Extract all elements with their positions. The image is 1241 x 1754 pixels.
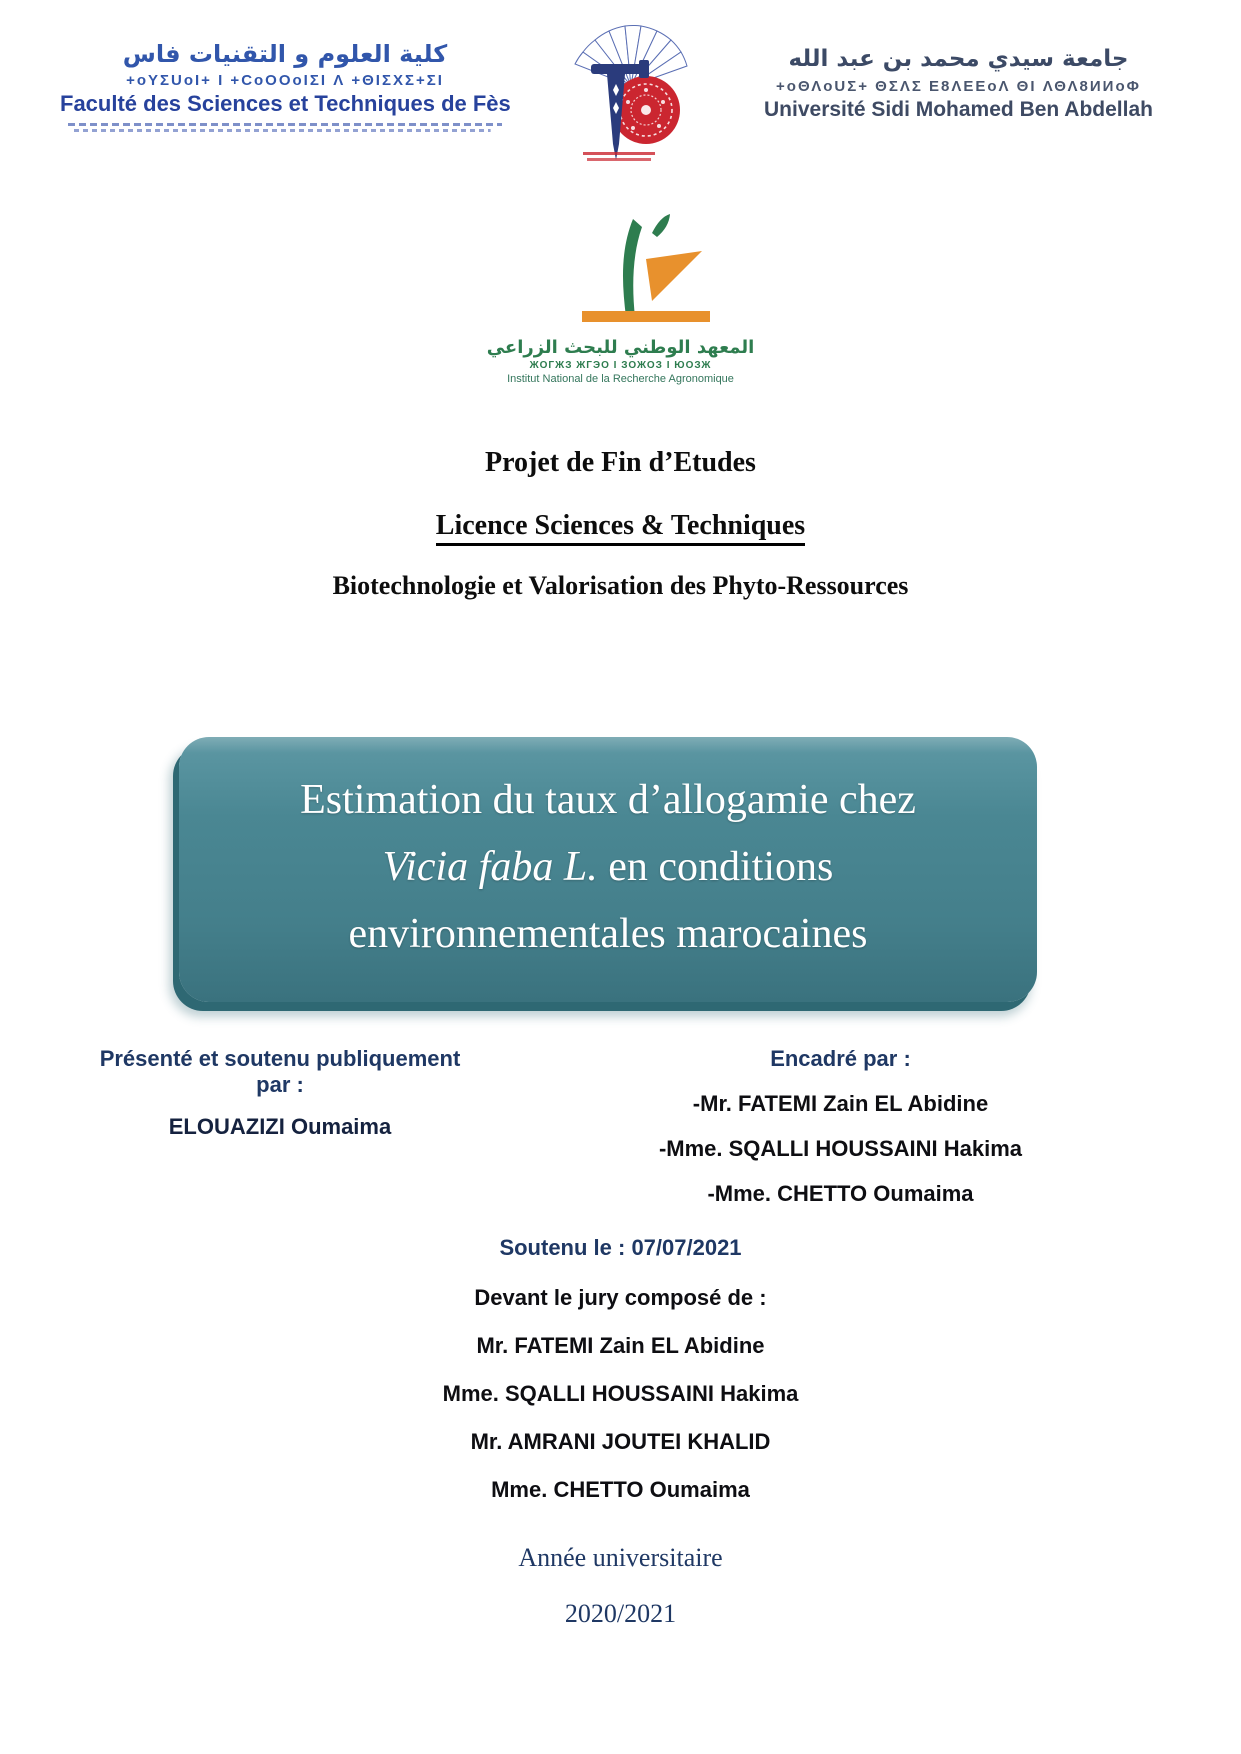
jury-member: Mr. AMRANI JOUTEI KHALID bbox=[470, 1429, 771, 1454]
thesis-title-line3: environnementales marocaines bbox=[348, 911, 868, 957]
inra-arabic-title: المعهد الوطني للبحث الزراعي bbox=[486, 337, 755, 358]
supervisor-name: -Mme. CHETTO Oumaima bbox=[707, 1181, 974, 1206]
thesis-title-line2 bbox=[199, 834, 1017, 901]
fst-fes-logo bbox=[60, 40, 510, 134]
usmba-logo-text bbox=[731, 46, 1186, 122]
academic-year-block bbox=[0, 1543, 1241, 1629]
inra-french-title: Institut National de la Recherche Agronomique bbox=[507, 373, 734, 385]
fst-decorative-dashes bbox=[68, 122, 502, 134]
inra-tifinagh-title: ЖOГЖЗ ЖГЭО І ЗОЖОЗ І ЮОЗЖ bbox=[529, 360, 712, 371]
species-name: Vicia faba L. bbox=[382, 844, 598, 890]
doc-type-heading: Projet de Fin d’Etudes bbox=[485, 447, 756, 478]
credits-section bbox=[0, 1046, 1241, 1207]
defense-section bbox=[0, 1235, 1241, 1503]
usmba-arabic-title: جامعة سيدي محمد بن عبد الله bbox=[788, 46, 1129, 72]
supervised-by-label: Encadré par : bbox=[770, 1046, 911, 1071]
academic-year-label: Année universitaire bbox=[518, 1543, 723, 1572]
jury-member: Mme. CHETTO Oumaima bbox=[491, 1477, 750, 1502]
inra-logo bbox=[0, 207, 1241, 385]
presented-by-block bbox=[60, 1046, 500, 1207]
usmba-tifinagh-title: +oΘΛoUΣ+ ΘΣΛΣ E8ΛEEoΛ ΘI ΛΘΛ8ИИoΦ bbox=[776, 78, 1141, 95]
supervisor-name: -Mme. SQALLI HOUSSAINI Hakima bbox=[658, 1136, 1023, 1161]
jury-label: Devant le jury composé de : bbox=[474, 1285, 767, 1310]
supervisor-name: -Mr. FATEMI Zain EL Abidine bbox=[692, 1091, 989, 1116]
degree-heading bbox=[0, 510, 1241, 542]
thesis-title-box bbox=[179, 737, 1037, 1002]
presented-by-label-line1: Présenté et soutenu publiquement bbox=[99, 1046, 461, 1071]
academic-year-value: 2020/2021 bbox=[564, 1599, 677, 1628]
page-header bbox=[0, 0, 1241, 171]
fst-french-title: Faculté des Sciences et Techniques de Fès bbox=[60, 91, 511, 116]
student-name: ELOUAZIZI Oumaima bbox=[168, 1114, 392, 1139]
fst-tifinagh-title: +oYΣUoI+ I +CoOOoIΣI Λ +ΘIΣXΣ+ΣI bbox=[126, 72, 444, 89]
supervised-by-block bbox=[500, 1046, 1181, 1207]
jury-member: Mr. FATEMI Zain EL Abidine bbox=[476, 1333, 765, 1358]
presented-by-label-line2: par : bbox=[256, 1072, 304, 1097]
usmba-emblem-icon bbox=[553, 24, 688, 171]
thesis-title-line2-rest: en conditions bbox=[597, 844, 834, 890]
program-heading: Biotechnologie et Valorisation des Phyto-Ressources bbox=[332, 571, 909, 600]
degree-heading-text: Licence Sciences & Techniques bbox=[436, 510, 805, 546]
usmba-french-title: Université Sidi Mohamed Ben Abdellah bbox=[764, 98, 1153, 121]
defense-date: Soutenu le : 07/07/2021 bbox=[499, 1235, 742, 1260]
thesis-title-line1: Estimation du taux d’allogamie chez bbox=[300, 777, 916, 823]
jury-member: Mme. SQALLI HOUSSAINI Hakima bbox=[442, 1381, 799, 1406]
fst-arabic-title: كلية العلوم و التقنيات فاس bbox=[122, 40, 448, 68]
inra-plant-icon bbox=[530, 207, 740, 335]
